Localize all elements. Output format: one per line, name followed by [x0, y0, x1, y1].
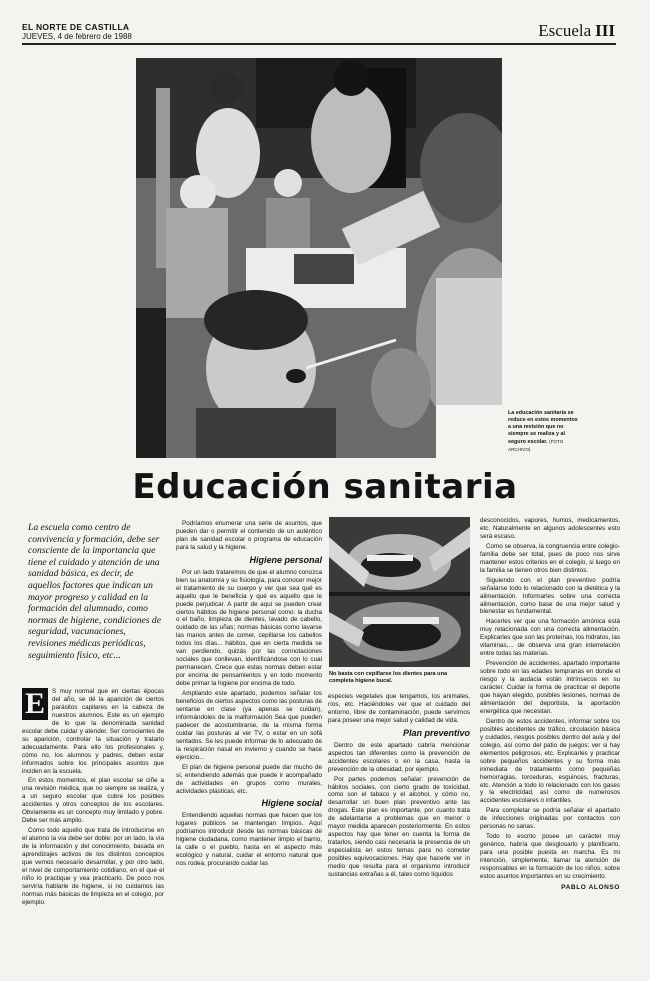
article-paragraph: Siguiendo con el plan preventivo podría señalarse todo lo relacionado con la dietética y la alimentación. Informarles sobre una correcta alimentación, como base de una mejor salud y bienestar es fundamental. [480, 576, 620, 616]
section-title [538, 21, 615, 41]
page-number: III [595, 21, 615, 40]
subhead-plan-preventivo: Plan preventivo [402, 727, 470, 738]
article-column-3 [328, 693, 470, 881]
paragraph-text: S muy normal que en ciertas épocas del año, se dé la aparición de ciertos parásitos capilares en la cabeza de nuestros alumnos. Este es un ejemplo de lo que la denominada sanidad escolar debe cuidar y atender. Ser conscientes de su aparición, controlar la situación y tratarlo adecuadamente. Para ello los profesionales y, cómo no, los alumnos y padres, deben estar informados sobre los principales asuntos que inciden en la escuela. [22, 688, 164, 775]
article-paragraph: Dentro de estos accidentes, informar sobre los posibles accidentes de tráfico, circulación básica y cuidados, riesgos posibles dentro del aula y del colegio, así como del patio de juegos; ver si hay elementos peligrosos, etc. Explicarles y practicar sobre pequeños accidentes y su forma más inmediata de tratamiento como pequeñas hemorragias, torceduras, esguinces, fracturas, etc. Atención a todo lo relacionado con los gases y la electricidad, así como de numerosos accidentes escolares o infantiles. [480, 717, 620, 805]
article-paragraph: Por un lado trataremos de que el alumno conozca bien su anatomía y su fisiología, para conocer mejor el tratamiento de su cuerpo y ver que sea qué es aquello que le beneficia y qué es aquello que le puede perjudicar. A partir de aquí se pueden crear ciertos hábitos de higiene personal como: la ducha o el baño, limpieza de dientes, lavado de cabello, cuidado de las uñas; normas básicas como lavarse las manos antes de comer, cepillarse los cabellos todos los días... hábitos, que en cierta medida se van perdiendo, quizás por las connotaciones sociales que conllevan, identificándose con lo cual permanecen. Crece que estas normas deben estar por encima de pensamientos y en todo momento debe primar la higiene por encima de todo. [176, 568, 322, 688]
article-paragraph: En estos momentos, el plan escolar se ciñe a una revisión médica, que no siempre se realiza, y a un seguro escolar que cubre los posibles accidentes y otros conceptos de los escolares. Obviamente es un concepto muy limitado y pobre. Debe ser más amplio. [22, 777, 164, 825]
article-column-2 [176, 520, 322, 870]
article-paragraph: Como se observa, la congruencia entre colegio-familia debe ser total, pues de poco nos sirve mantener estos criterios en el colegio, si luego en la familia se tienen otros bien distintos. [480, 542, 620, 574]
article-paragraph: Todo lo escrito posee un carácter muy genérico, habría que desglosarlo y planificarlo, para una posible puesta en marcha. Es mi intención, simplemente, llamar la atención de responsables en la formación de los niños, sobre estos asuntos importantes en su crecimiento. [480, 833, 620, 880]
issue-date: JUEVES, 4 de febrero de 1988 [22, 32, 132, 41]
main-photo-caption [508, 410, 580, 454]
subhead-higiene-social: Higiene social [261, 798, 322, 809]
photo-caption-cutout [436, 405, 502, 458]
article-paragraph: Ampliando este apartado, podemos señalar los beneficios de ciertos aspectos como las posturas de sentarse en clase (ya apenas se cuidan), informándoles de la malformación Sea que pueden padecer de acostumbrarse, de la misma forma cuidar las posturas al ver TV, o estar en un sofá sentados. Se les puede informar de lo adecuado de la respiración nasal en invierno y cuando se hace ejercicio... [176, 690, 322, 761]
main-photo [136, 58, 502, 458]
article-paragraph: Dentro de este apartado cabría mencionar aspectos tan diferentes como la prevención de accidentes escolares o en la casa, hasta la prevención de la obesidad, por ejemplo. [328, 741, 470, 773]
main-photo-caption-text: La educación sanitaria se reduce en estos momentos a una revisión que no siempre se realiza y al seguro escolar. [508, 410, 578, 445]
article-paragraph: El plan de higiene personal puede dar mucho de sí, entendiendo además que puede ir acompañado de actividades en grupos como murales, actividades plásticas, etc. [176, 763, 322, 795]
byline: PABLO ALONSO [561, 883, 620, 891]
subhead-higiene-personal: Higiene personal [249, 554, 322, 565]
mouth-photo-caption: No basta con cepillarse los dientes para una completa higiene bucal. [329, 671, 448, 684]
article-paragraph: Hacerles ver que una formación amónica está muy relacionada con una correcta alimentación. Explicarles que son las proteínas, los hidratos, las vitaminas,... de observa una gran interrelación entre todas las materias. [480, 618, 620, 658]
header-rule [22, 43, 616, 45]
drop-cap: E [22, 688, 48, 720]
article-paragraph: Podríamos enumerar una serie de asuntos, que pueden dar o permitir el contenido de un auténtico plan de sanidad escolar o programa de educación para la salud y la higiene. [176, 520, 322, 551]
article-paragraph: desconocidos, vapores, humos, medicamentos, etc. Naturalmente en algunos adolescentes esto será escaso. [480, 517, 620, 540]
masthead: EL NORTE DE CASTILLA [22, 22, 130, 32]
article-paragraph: Como todo aquello que trata de introducirse en el alumno la vía debe ser doble: por un lado, la vía de la información y del conocimiento, basada en aprendizajes activos de los distintos conceptos que vemos necesario desarrollar, y por otro lado, el nivel de comportamiento cotidiano, en el que el niño lo practique y vea practicarlo. De poco nos serviría hablarle de higiene, si no cuidamos las normas más básicas de limpieza en el colegio, por ejemplo. [22, 827, 164, 906]
section-name: Escuela [538, 21, 592, 40]
mouth-photo [329, 517, 470, 667]
article-paragraph: Prevención de accidentes, apartado importante sobre todo en las edades tempranas en donde el riesgo y la audacia están intrínsecos en su carácter. Cuidar la forma de practicar el deporte que hayan elegido, posibles lesiones, normas de alimentación del deportista, la aportación energética que necesitan. [480, 660, 620, 715]
article-paragraph: Por partes podemos señalar: prevención de hábitos sociales, con cierto grado de toxicidad, como son el tabaco y el alcohol, y cómo no, desarrollar un buen plan preventivo ante las drogas. Este plan es importante, por cuanto trata de adelantarse a problemas que en menor o mayor medida aparecen posteriormente. En estos aspectos hay que tener en cuenta la forma de tratarlos, siendo casi necesaria la presencia de un especialista en estos temas para no cometer posibles equivocaciones. Hay que hacerle ver in medio que resulta para el organismo introducir sustancias extrañas a él, tales como líquidos [328, 775, 470, 879]
headline: Educación sanitaria [132, 467, 518, 507]
photo-credit: (FOTO ARCHIVO) [508, 439, 564, 452]
article-paragraph: Para completar se podría señalar el apartado de infecciones originadas por contactos con personas no sanas. [480, 807, 620, 831]
article-column-1 [22, 688, 164, 909]
article-paragraph: Entendiendo aquellas normas que hacen que los lugares públicos se mantengan limpios. Aquí podríamos introducir desde las normas básicas de higiene ciudadana, como mantener limpio el barrio, la calle o el pueblo, hasta en el aspecto más ecológico y natural, cuidar el entorno natural que nos rodea, procurando cuidar las [176, 812, 322, 868]
article-paragraph [22, 688, 164, 775]
lead-paragraph: La escuela como centro de convivencia y formación, debe ser consciente de la importancia que tiene el cuidado y atención de una sanidad básica, es decir, de aquellos factores que indican un mayor progreso y calidad en la formación del alumnado, como normas de higiene, condiciones de seguridad, vacunaciones, revisiones médicas periódicas, seguimiento físico, etc... [28, 522, 161, 661]
article-paragraph: especies vegetales que tengamos, los animales, ríos, etc. Haciéndoles ver que el cuidado del entorno, libre de contaminación, puede servirnos para poseer una mejor salud y calidad de vida. [328, 693, 470, 724]
article-column-4 [480, 517, 620, 892]
